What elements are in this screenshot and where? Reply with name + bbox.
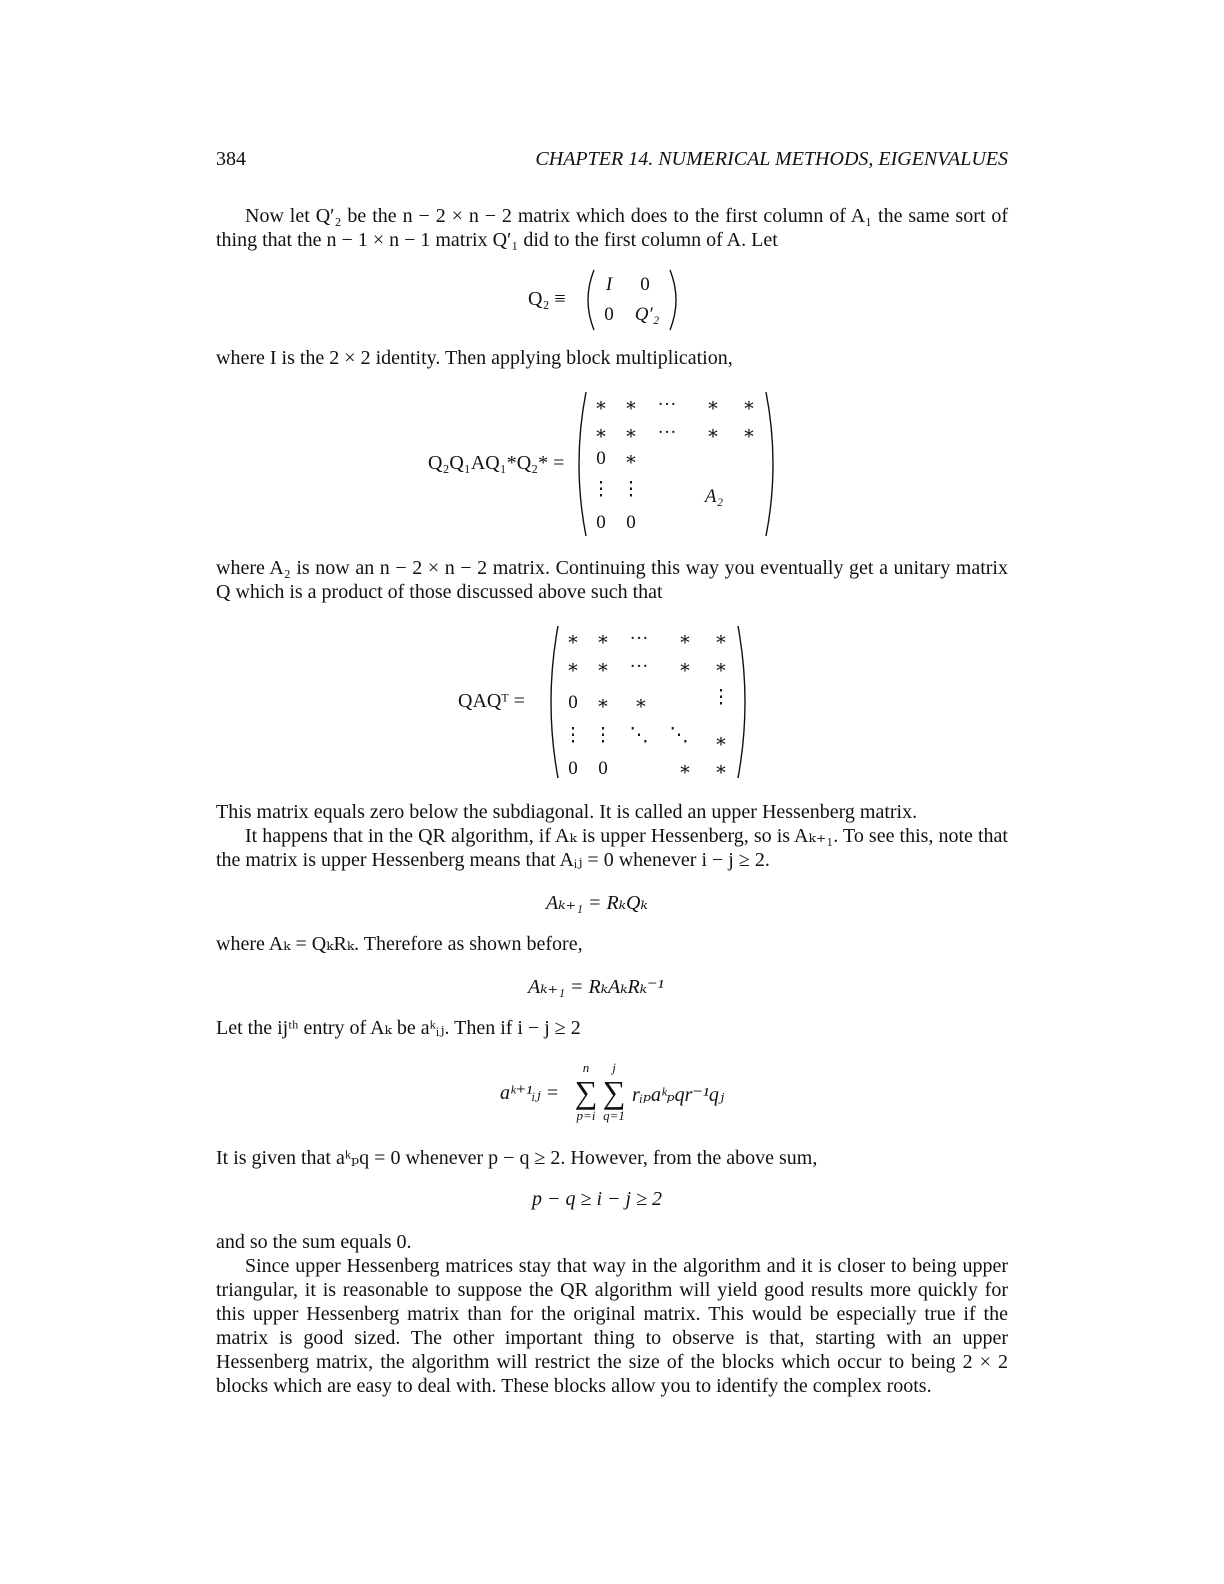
matrix-cell: ∗: [714, 759, 728, 780]
matrix-cell: 0: [604, 304, 614, 325]
matrix-cell: ···: [657, 394, 677, 415]
page-number: 384: [216, 148, 246, 170]
paragraph-3: where A₂ is now an n − 2 × n − 2 matrix. Continuing this way you eventually get a unitary matrix Q which is a product of those discussed above such that: [216, 557, 1008, 603]
eq-similarity: Aₖ₊₁ = RₖAₖRₖ⁻¹: [528, 976, 664, 998]
matrix-cell: 0: [596, 512, 606, 533]
matrix-cell: ∗: [706, 423, 720, 444]
matrix-cell: ∗: [594, 423, 608, 444]
matrix-cell: ∗: [678, 629, 692, 650]
matrix-cell: ∗: [742, 395, 756, 416]
eq-hess-lhs: QAQᵀ =: [458, 690, 525, 712]
matrix-cell: ∗: [596, 629, 610, 650]
eq-q2-lhs: Q₂ ≡: [528, 288, 566, 310]
matrix-cell: ⋮: [591, 479, 611, 500]
sum1-upper: n: [582, 1060, 590, 1075]
matrix-block: [574, 390, 778, 538]
paragraph-2: where I is the 2 × 2 identity. Then applying block multiplication,: [216, 347, 733, 369]
matrix-cell: ∗: [624, 395, 638, 416]
paragraph-1: Now let Q′₂ be the n − 2 × n − 2 matrix which does to the first column of A₁ the same sort of thing that the n − 1 × n − 1 matrix Q′₁ did to the first column of A. Let: [216, 205, 1008, 251]
matrix-cell: ∗: [678, 759, 692, 780]
paragraph-7: Let the ijᵗʰ entry of Aₖ be aᵏᵢⱼ. Then if i − j ≥ 2: [216, 1017, 581, 1039]
matrix-cell: ∗: [596, 693, 610, 714]
sum2-lower: q=1: [603, 1108, 625, 1123]
eq-sum-summand: rᵢₚaᵏₚqr⁻¹qⱼ: [632, 1084, 725, 1106]
sum1-lower: p=i: [576, 1108, 596, 1123]
matrix-cell: ∗: [714, 629, 728, 650]
matrix-q2: [582, 268, 682, 332]
eq-inequality: p − q ≥ i − j ≥ 2: [532, 1188, 663, 1210]
matrix-cell: ∗: [706, 395, 720, 416]
matrix-cell: ∗: [742, 423, 756, 444]
paragraph-9: and so the sum equals 0.: [216, 1231, 412, 1253]
matrix-cell: 0: [596, 448, 606, 469]
eq-sum-lhs: aᵏ⁺¹ᵢⱼ =: [500, 1082, 560, 1104]
matrix-cell: 0: [568, 692, 578, 713]
matrix-cell: 0: [626, 512, 636, 533]
matrix-cell: ⋱: [629, 725, 649, 746]
matrix-cell: ∗: [678, 657, 692, 678]
matrix-cell: ⋮: [621, 479, 641, 500]
paragraph-4: This matrix equals zero below the subdiagonal. It is called an upper Hessenberg matrix.: [216, 801, 918, 823]
matrix-cell: ∗: [714, 731, 728, 752]
paragraph-5: It happens that in the QR algorithm, if Aₖ is upper Hessenberg, so is Aₖ₊₁. To see this, note that the matrix is upper Hessenberg means that Aᵢⱼ = 0 whenever i − j ≥ 2.: [216, 825, 1008, 871]
block-a2: A₂: [704, 486, 724, 507]
matrix-cell: ∗: [634, 693, 648, 714]
paragraph-8: It is given that aᵏₚq = 0 whenever p − q ≥ 2. However, from the above sum,: [216, 1147, 818, 1169]
matrix-cell: ···: [657, 422, 677, 443]
matrix-cell: ∗: [566, 657, 580, 678]
matrix-cell: 0: [568, 758, 578, 779]
paragraph-10: Since upper Hessenberg matrices stay that way in the algorithm and it is closer to being upper triangular, it is reasonable to suppose the QR algorithm will yield good results more quickly for this upper Hessenberg matrix than for the original matrix. This would be especially true if the matrix is good sized. The other important thing to observe is that, starting with an upper Hessenberg matrix, the algorithm will restrict the size of the blocks which occur to being 2 × 2 blocks which are easy to deal with. These blocks allow you to identify the complex roots.: [216, 1255, 1008, 1397]
matrix-cell: Q′₂: [634, 304, 660, 325]
running-title: CHAPTER 14. NUMERICAL METHODS, EIGENVALUES: [535, 148, 1008, 170]
matrix-cell: ⋮: [711, 687, 731, 708]
matrix-cell: 0: [598, 758, 608, 779]
eq-block-lhs: Q₂Q₁AQ₁*Q₂* =: [428, 452, 565, 474]
sum2-upper: j: [612, 1060, 616, 1075]
sigma-icon: ∑: [574, 1074, 598, 1110]
matrix-cell: ∗: [594, 395, 608, 416]
matrix-cell: ···: [629, 628, 649, 649]
matrix-cell: 0: [640, 274, 650, 295]
matrix-cell: I: [605, 274, 613, 295]
matrix-cell: ⋮: [563, 725, 583, 746]
matrix-cell: ∗: [566, 629, 580, 650]
matrix-cell: ∗: [596, 657, 610, 678]
matrix-hessenberg: [546, 624, 750, 780]
matrix-cell: ⋮: [593, 725, 613, 746]
eq-rq: Aₖ₊₁ = RₖQₖ: [546, 892, 648, 914]
paragraph-6: where Aₖ = QₖRₖ. Therefore as shown before,: [216, 933, 583, 955]
matrix-cell: ···: [629, 656, 649, 677]
matrix-cell: ∗: [624, 423, 638, 444]
matrix-cell: ∗: [714, 657, 728, 678]
sigma-icon: ∑: [602, 1074, 626, 1110]
matrix-cell: ∗: [624, 449, 638, 470]
matrix-cell: ⋱: [669, 725, 689, 746]
